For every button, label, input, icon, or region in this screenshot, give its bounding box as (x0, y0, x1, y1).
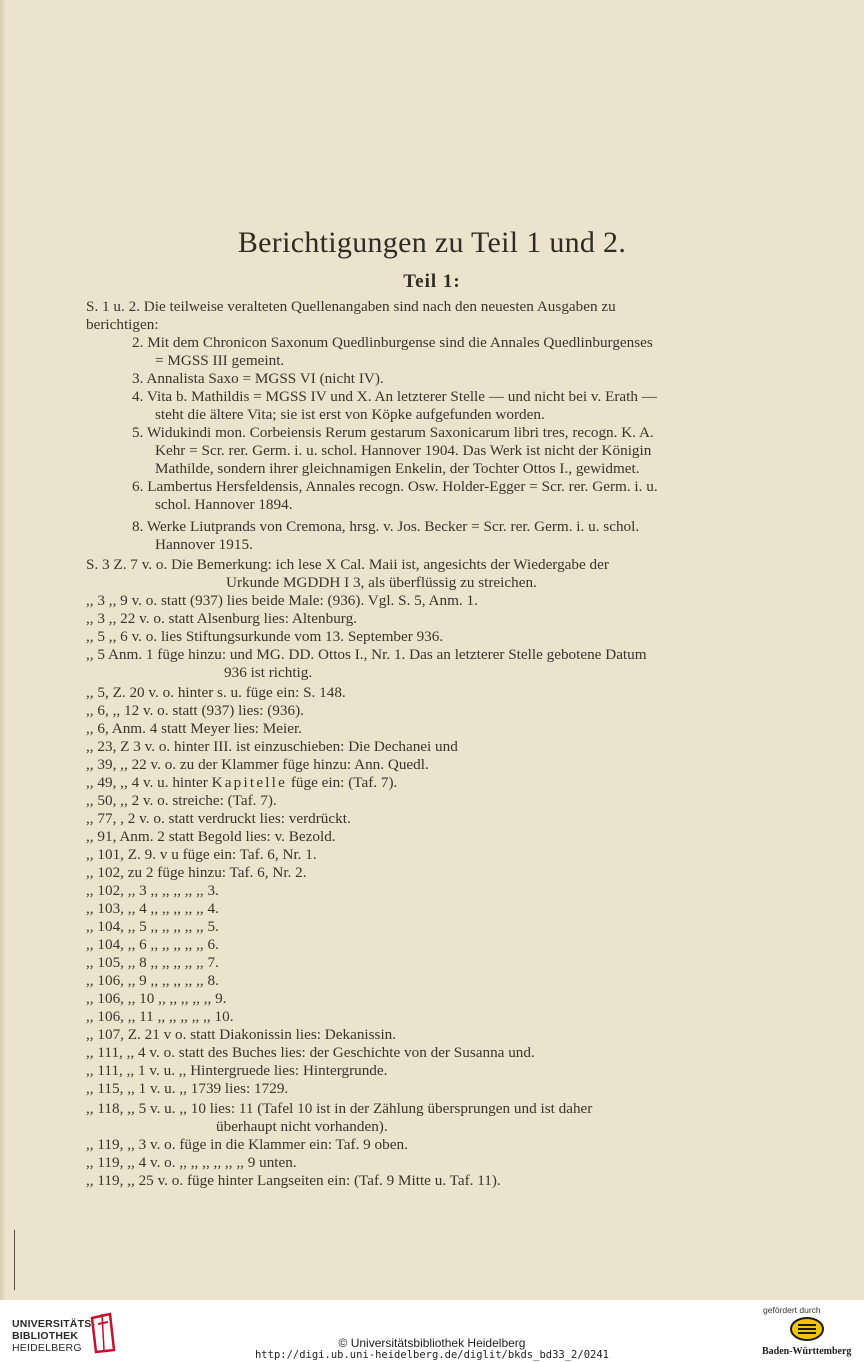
text-line: ,, 105, ,, 8 ,, ,, ,, ,, ,, 7. (86, 954, 219, 971)
text-line: Kehr = Scr. rer. Germ. i. u. schol. Hannover 1904. Das Werk ist nicht der Königin (155, 442, 652, 459)
text-line: ,, 6, Anm. 4 statt Meyer lies: Meier. (86, 720, 302, 737)
text-line: ,, 106, ,, 11 ,, ,, ,, ,, ,, 10. (86, 1008, 234, 1025)
text-line: schol. Hannover 1894. (155, 496, 293, 513)
text-line (86, 774, 397, 791)
text-line: ,, 104, ,, 5 ,, ,, ,, ,, ,, 5. (86, 918, 219, 935)
text-span: füge ein: (Taf. 7). (290, 774, 398, 791)
text-line: = MGSS III gemeint. (155, 352, 285, 369)
library-name-line: HEIDELBERG (12, 1342, 82, 1354)
text-line: ,, 91, Anm. 2 statt Begold lies: v. Bezold. (86, 828, 336, 845)
funded-by-label: gefördert durch (763, 1305, 821, 1315)
text-line: ,, 102, zu 2 füge hinzu: Taf. 6, Nr. 2. (86, 864, 307, 881)
text-line: ,, 6, ,, 12 v. o. statt (937) lies: (936). (86, 702, 304, 719)
text-line: ,, 77, , 2 v. o. statt verdruckt lies: verdrückt. (86, 810, 351, 827)
text-line: ,, 106, ,, 10 ,, ,, ,, ,, ,, 9. (86, 990, 227, 1007)
text-line: 8. Werke Liutprands von Cremona, hrsg. v. Jos. Becker = Scr. rer. Germ. i. u. schol. (132, 518, 640, 535)
emphasized-word: Kapitelle (211, 774, 288, 791)
text-line: ,, 5 Anm. 1 füge hinzu: und MG. DD. Ottos I., Nr. 1. Das an letzterer Stelle gebotene Datum (86, 646, 647, 663)
page-edge (0, 0, 6, 1300)
text-line: berichtigen: (86, 316, 159, 333)
text-line: ,, 5 ,, 6 v. o. lies Stiftungsurkunde vom 13. September 936. (86, 628, 444, 645)
text-line: 3. Annalista Saxo = MGSS VI (nicht IV). (132, 370, 384, 387)
text-line: Mathilde, sondern ihrer gleichnamigen Enkelin, der Tochter Ottos I., gewidmet. (155, 460, 640, 477)
state-name: Baden-Württemberg (762, 1346, 852, 1357)
section-heading: Teil 1: (403, 271, 461, 292)
text-line: 936 ist richtig. (224, 664, 313, 681)
copyright-notice: © Universitätsbibliothek Heidelberg (338, 1336, 526, 1350)
page-title: Berichtigungen zu Teil 1 und 2. (237, 226, 627, 259)
text-line: ,, 39, ,, 22 v. o. zu der Klammer füge hinzu: Ann. Quedl. (86, 756, 429, 773)
text-line: S. 1 u. 2. Die teilweise veralteten Quellenangaben sind nach den neuesten Ausgaben zu (86, 298, 616, 315)
text-line: ,, 3 ,, 9 v. o. statt (937) lies beide Male: (936). Vgl. S. 5, Anm. 1. (86, 592, 478, 609)
text-line: ,, 50, ,, 2 v. o. streiche: (Taf. 7). (86, 792, 277, 809)
library-name-line: BIBLIOTHEK (12, 1330, 79, 1342)
text-line: ,, 104, ,, 6 ,, ,, ,, ,, ,, 6. (86, 936, 219, 953)
text-line: ,, 111, ,, 1 v. u. ,, Hintergruede lies: Hintergrunde. (86, 1062, 388, 1079)
text-line: ,, 23, Z 3 v. o. hinter III. ist einzuschieben: Die Dechanei und (86, 738, 458, 755)
text-line: ,, 119, ,, 25 v. o. füge hinter Langseiten ein: (Taf. 9 Mitte u. Taf. 11). (86, 1172, 501, 1189)
text-line: 4. Vita b. Mathildis = MGSS IV und X. An letzterer Stelle — und nicht bei v. Erath — (132, 388, 657, 405)
text-line: ,, 119, ,, 4 v. o. ,, ,, ,, ,, ,, ,, 9 unten. (86, 1154, 297, 1171)
text-line: ,, 111, ,, 4 v. o. statt des Buches lies: der Geschichte von der Susanna und. (86, 1044, 535, 1061)
text-line: ,, 118, ,, 5 v. u. ,, 10 lies: 11 (Tafel 10 ist in der Zählung übersprungen und ist daher (86, 1100, 593, 1117)
text-line: steht die ältere Vita; sie ist erst von Köpke aufgefunden worden. (155, 406, 545, 423)
text-span: ,, 49, ,, 4 v. u. hinter (86, 774, 208, 791)
text-line: ,, 106, ,, 9 ,, ,, ,, ,, ,, 8. (86, 972, 219, 989)
source-url[interactable]: http://digi.ub.uni-heidelberg.de/diglit/bkds_bd33_2/0241 (254, 1349, 609, 1361)
text-line: ,, 101, Z. 9. v u füge ein: Taf. 6, Nr. 1. (86, 846, 317, 863)
text-line: überhaupt nicht vorhanden). (216, 1118, 388, 1135)
text-line: ,, 102, ,, 3 ,, ,, ,, ,, ,, 3. (86, 882, 219, 899)
text-line: 6. Lambertus Hersfeldensis, Annales recogn. Osw. Holder-Egger = Scr. rer. Germ. i. u. (132, 478, 658, 495)
margin-line (14, 1230, 15, 1290)
text-line: ,, 115, ,, 1 v. u. ,, 1739 lies: 1729. (86, 1080, 289, 1097)
state-emblem-icon (789, 1316, 825, 1342)
text-line: 5. Widukindi mon. Corbeiensis Rerum gestarum Saxonicarum libri tres, recogn. K. A. (132, 424, 654, 441)
text-line: Urkunde MGDDH I 3, als überflüssig zu streichen. (226, 574, 537, 591)
text-line: Hannover 1915. (155, 536, 253, 553)
library-name-line: UNIVERSITÄTS- (12, 1318, 96, 1330)
text-line: S. 3 Z. 7 v. o. Die Bemerkung: ich lese X Cal. Maii ist, angesichts der Wiedergabe der (86, 556, 609, 573)
text-line: 2. Mit dem Chronicon Saxonum Quedlinburgense sind die Annales Quedlinburgenses (132, 334, 653, 351)
text-line: ,, 3 ,, 22 v. o. statt Alsenburg lies: Altenburg. (86, 610, 357, 627)
text-line: ,, 103, ,, 4 ,, ,, ,, ,, ,, 4. (86, 900, 219, 917)
text-line: ,, 107, Z. 21 v o. statt Diakonissin lies: Dekanissin. (86, 1026, 397, 1043)
text-line: ,, 119, ,, 3 v. o. füge in die Klammer ein: Taf. 9 oben. (86, 1136, 408, 1153)
text-line: ,, 5, Z. 20 v. o. hinter s. u. füge ein: S. 148. (86, 684, 346, 701)
